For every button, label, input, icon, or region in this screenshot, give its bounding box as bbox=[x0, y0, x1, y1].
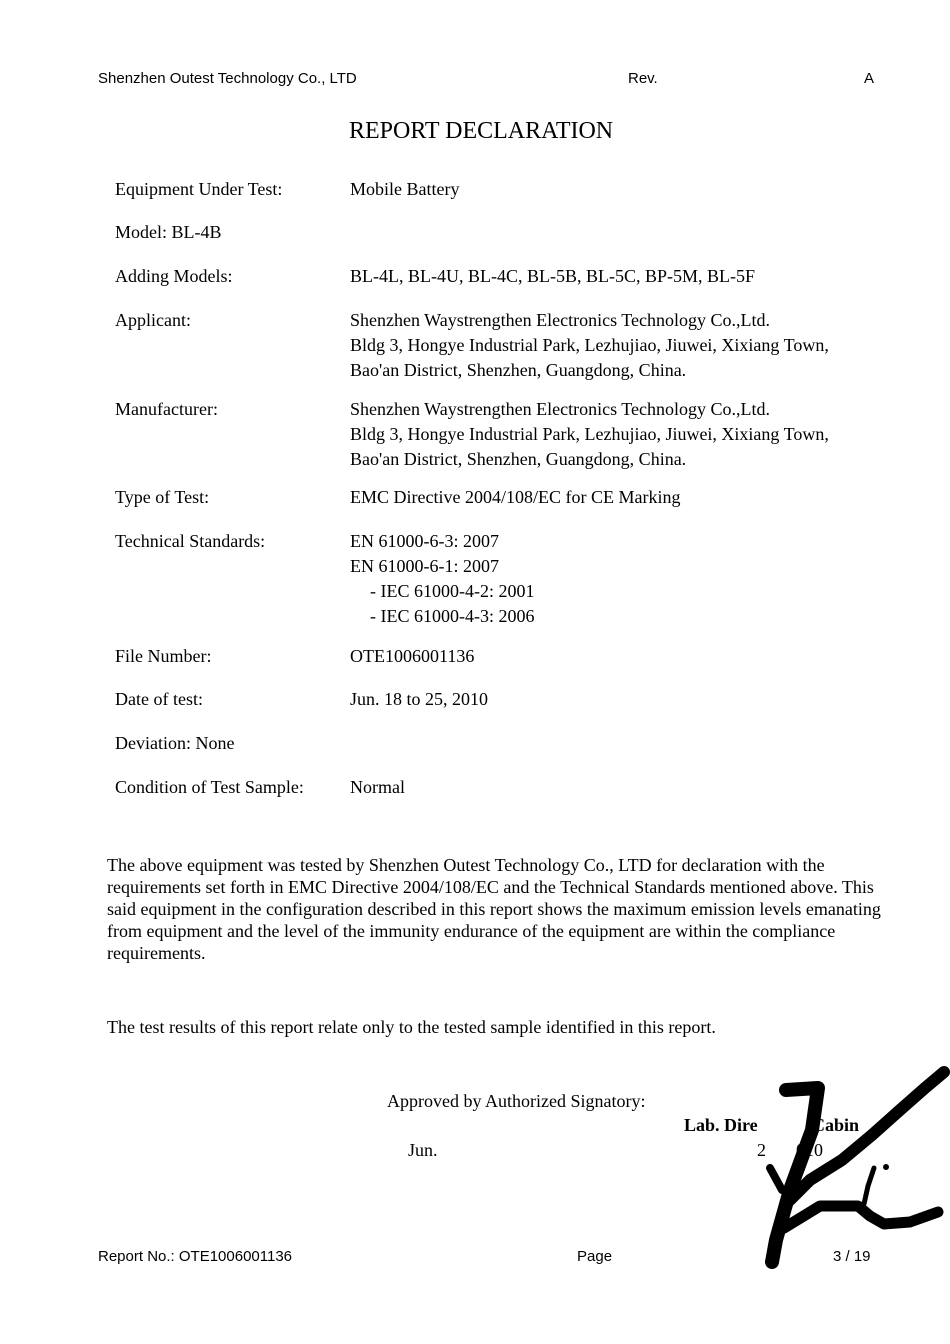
file-number-label: File Number: bbox=[115, 646, 212, 666]
equipment-value: Mobile Battery bbox=[350, 179, 460, 199]
standard-line: - IEC 61000-4-2: 2001 bbox=[370, 581, 535, 601]
adding-models-label: Adding Models: bbox=[115, 266, 233, 286]
manufacturer-label: Manufacturer: bbox=[115, 399, 218, 419]
header-rev-value: A bbox=[864, 70, 875, 87]
footer-report-no: Report No.: OTE1006001136 bbox=[98, 1248, 293, 1265]
standard-line: - IEC 61000-4-3: 2006 bbox=[370, 606, 535, 626]
header-company: Shenzhen Outest Technology Co., LTD bbox=[98, 70, 357, 87]
adding-models-value: BL-4L, BL-4U, BL-4C, BL-5B, BL-5C, BP-5M, BL-5F bbox=[350, 266, 756, 286]
results-note: The test results of this report relate only to the tested sample identified in this report. bbox=[107, 1017, 716, 1037]
type-of-test-value: EMC Directive 2004/108/EC for CE Marking bbox=[350, 487, 681, 507]
condition-label: Condition of Test Sample: bbox=[115, 777, 304, 797]
standards-label: Technical Standards: bbox=[115, 531, 266, 551]
type-of-test-label: Type of Test: bbox=[115, 487, 210, 507]
applicant-line: Bldg 3, Hongye Industrial Park, Lezhujiao, Jiuwei, Xixiang Town, bbox=[350, 335, 829, 355]
approval-date-right: 010 bbox=[796, 1140, 823, 1160]
footer-page-label: Page bbox=[577, 1248, 613, 1265]
condition-value: Normal bbox=[350, 777, 405, 797]
approved-by-label: Approved by Authorized Signatory: bbox=[387, 1091, 646, 1111]
equipment-label: Equipment Under Test: bbox=[115, 179, 283, 199]
applicant-line: Bao'an District, Shenzhen, Guangdong, China. bbox=[350, 360, 687, 380]
manufacturer-line: Bao'an District, Shenzhen, Guangdong, China. bbox=[350, 449, 687, 469]
standard-line: EN 61000-6-1: 2007 bbox=[350, 556, 499, 576]
approval-date-left: 2 bbox=[757, 1140, 766, 1160]
declaration-paragraph: The above equipment was tested by Shenzhen Outest Technology Co., LTD for declaration with the requirements set forth in EMC Directive 2004/108/EC and the Technical Standards mentioned above. This said equipment in the configuration described in this report shows the maximum emission levels emanating from equipment and the level of the immunity endurance of the equipment are within the compliance requirements. bbox=[107, 855, 881, 963]
date-of-test-value: Jun. 18 to 25, 2010 bbox=[350, 689, 489, 709]
manufacturer-line: Shenzhen Waystrengthen Electronics Technology Co.,Ltd. bbox=[350, 399, 771, 419]
signatory-name-left: Lab. Dire bbox=[684, 1115, 758, 1135]
standard-line: EN 61000-6-3: 2007 bbox=[350, 531, 499, 551]
file-number-value: OTE1006001136 bbox=[350, 646, 475, 666]
model-line: Model: BL-4B bbox=[115, 222, 222, 242]
footer-page-number: 3 / 19 bbox=[833, 1248, 871, 1265]
header-rev-label: Rev. bbox=[628, 70, 658, 87]
deviation-line: Deviation: None bbox=[115, 733, 235, 753]
applicant-label: Applicant: bbox=[115, 310, 191, 330]
approval-month: Jun. bbox=[408, 1140, 438, 1160]
page-title: REPORT DECLARATION bbox=[349, 118, 614, 144]
signatory-name-right: Cabin bbox=[812, 1115, 860, 1135]
date-of-test-label: Date of test: bbox=[115, 689, 203, 709]
applicant-line: Shenzhen Waystrengthen Electronics Technology Co.,Ltd. bbox=[350, 310, 771, 330]
manufacturer-line: Bldg 3, Hongye Industrial Park, Lezhujiao, Jiuwei, Xixiang Town, bbox=[350, 424, 829, 444]
